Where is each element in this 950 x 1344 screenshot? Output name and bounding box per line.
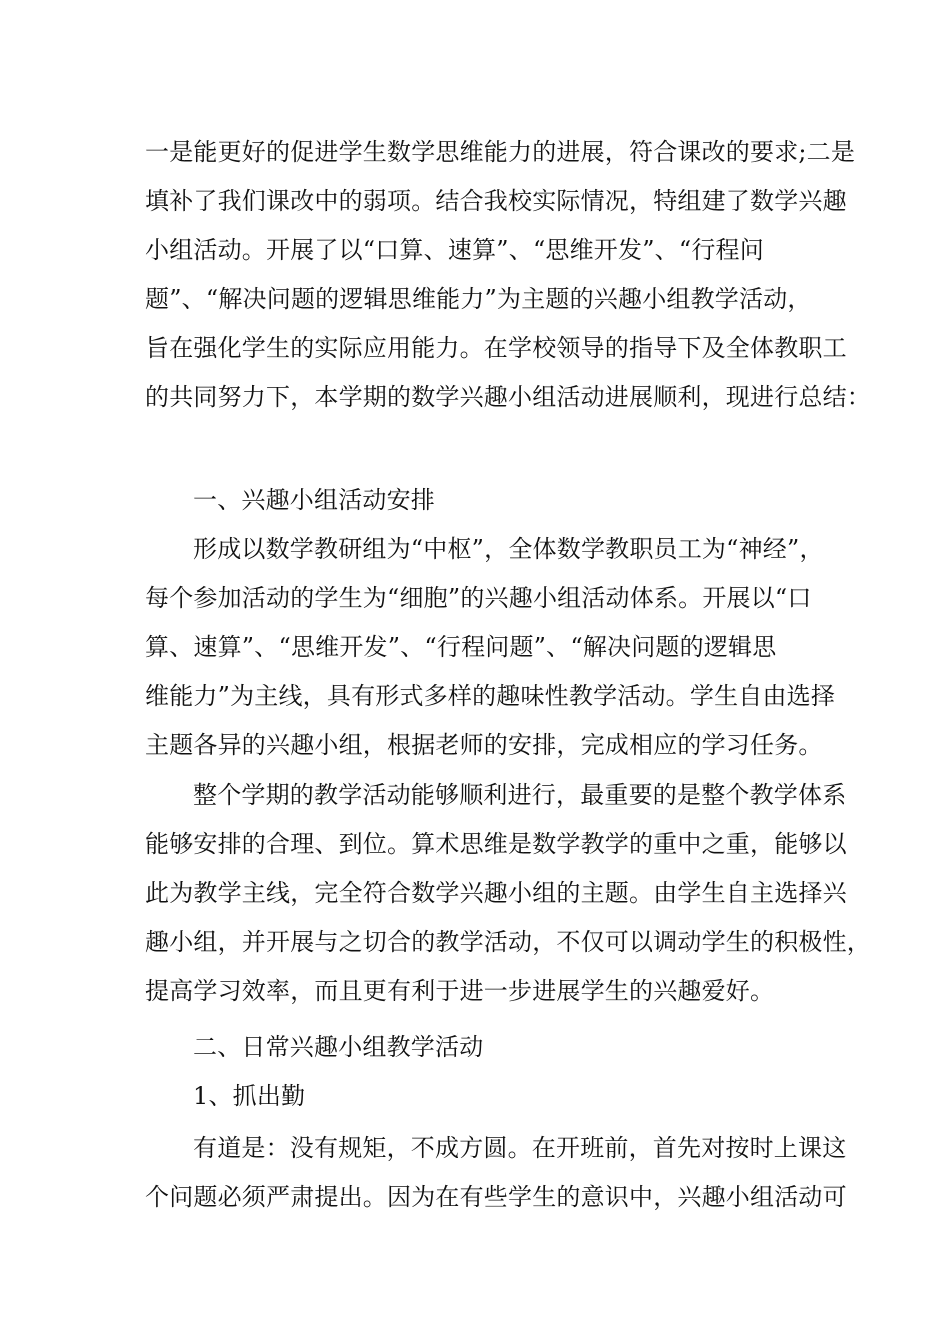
section-heading-1: 一、兴趣小组活动安排 [193,486,435,514]
intro-line-6: 的共同努力下，本学期的数学兴趣小组活动进展顺利，现进行总结： [145,383,871,411]
subsection-heading-1: 1、抓出勤 [193,1082,306,1110]
para1-line-3: 算、速算”、“思维开发”、“行程问题”、“解决问题的逻辑思 [145,633,777,661]
section-heading-2: 二、日常兴趣小组教学活动 [193,1033,484,1061]
para2-line-2: 能够安排的合理、到位。算术思维是数学教学的重中之重，能够以 [145,830,847,858]
para1-line-4: 维能力”为主线，具有形式多样的趣味性教学活动。学生自由选择 [145,682,836,710]
intro-line-3: 小组活动。开展了以“口算、速算”、“思维开发”、“行程问 [145,236,764,264]
para2-line-1: 整个学期的教学活动能够顺利进行，最重要的是整个教学体系 [193,781,847,809]
para3-line-2: 个问题必须严肃提出。因为在有些学生的意识中，兴趣小组活动可 [145,1183,847,1211]
para1-line-1: 形成以数学教研组为“中枢”，全体数学教职员工为“神经”， [193,535,824,563]
para2-line-5: 提高学习效率，而且更有利于进一步进展学生的兴趣爱好。 [145,977,775,1005]
para2-line-3: 此为教学主线，完全符合数学兴趣小组的主题。由学生自主选择兴 [145,879,847,907]
intro-line-1: 一是能更好的促进学生数学思维能力的进展，符合课改的要求;二是 [145,138,856,166]
intro-line-4: 题”、“解决问题的逻辑思维能力”为主题的兴趣小组教学活动， [145,285,812,313]
para1-line-2: 每个参加活动的学生为“细胞”的兴趣小组活动体系。开展以“口 [145,584,812,612]
para3-line-1: 有道是：没有规矩，不成方圆。在开班前，首先对按时上课这 [193,1134,847,1162]
intro-line-5: 旨在强化学生的实际应用能力。在学校领导的指导下及全体教职工 [145,334,847,362]
para2-line-4: 趣小组，并开展与之切合的教学活动，不仅可以调动学生的积极性， [145,928,871,956]
intro-line-2: 填补了我们课改中的弱项。结合我校实际情况，特组建了数学兴趣 [145,187,847,215]
para1-line-5: 主题各异的兴趣小组，根据老师的安排，完成相应的学习任务。 [145,731,823,759]
